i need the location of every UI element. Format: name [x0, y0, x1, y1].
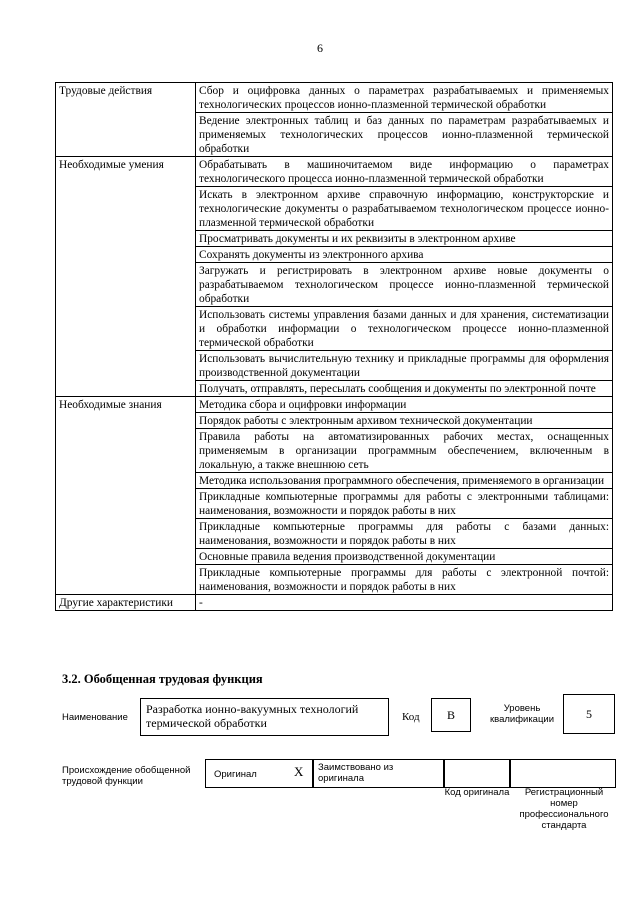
row-item: Прикладные компьютерные программы для работы с электронными таблицами: наименования, возможности и порядок работы в них	[196, 489, 613, 519]
code-label: Код	[402, 711, 420, 723]
row-label: Необходимые умения	[56, 157, 196, 397]
row-item: Прикладные компьютерные программы для работы с электронной почтой: наименования, возможности и порядок работы в них	[196, 565, 613, 595]
section-title: 3.2. Обобщенная трудовая функция	[62, 672, 263, 686]
code-value: В	[446, 708, 455, 722]
row-item: Порядок работы с электронным архивом технической документации	[196, 413, 613, 429]
row-item: Просматривать документы и их реквизиты в электронном архиве	[196, 231, 613, 247]
row-item: Правила работы на автоматизированных рабочих местах, оснащенных применяемым в организации программным обеспечением, включенным в локальную, а также внешнюю сеть	[196, 429, 613, 473]
row-item: Методика использования программного обеспечения, применяемого в организации	[196, 473, 613, 489]
row-item: Методика сбора и оцифровки информации	[196, 397, 613, 413]
reg-number-box	[510, 759, 616, 788]
row-item: Ведение электронных таблиц и баз данных по параметрам разрабатываемых и применяемых технологических процессов ионно-плазменной термической обработки	[196, 113, 613, 157]
table-row	[56, 595, 613, 611]
code-original-box	[444, 759, 510, 788]
name-label: Наименование	[62, 712, 128, 723]
row-item: Загружать и регистрировать в электронном архиве новые документы о разрабатываемом технологическом процессе ионно-плазменной термической обработки	[196, 263, 613, 307]
level-value-box	[563, 694, 615, 734]
labor-function-table	[55, 82, 613, 611]
origin-label: Происхождение обобщенной трудовой функции	[62, 765, 191, 787]
page-number: 6	[317, 41, 323, 55]
level-label: Уровень квалификации	[489, 703, 555, 725]
level-value: 5	[586, 707, 592, 721]
code-original-label: Код оригинала	[444, 787, 510, 798]
row-item: -	[196, 595, 613, 611]
row-label: Необходимые знания	[56, 397, 196, 595]
table-row	[56, 397, 613, 413]
row-item: Использовать вычислительную технику и прикладные программы для оформления производственной документации	[196, 351, 613, 381]
name-value: Разработка ионно-вакуумных технологий термической обработки	[146, 702, 359, 730]
row-item: Искать в электронном архиве справочную информацию, конструкторские и технологические документы о разрабатываемом технологическом процессе ионно-плазменной термической обработки	[196, 187, 613, 231]
row-item: Сохранять документы из электронного архива	[196, 247, 613, 263]
table-row	[56, 83, 613, 113]
row-item: Основные правила ведения производственной документации	[196, 549, 613, 565]
row-item: Сбор и оцифровка данных о параметрах разрабатываемых и применяемых технологических процессов ионно-плазменной термической обработки	[196, 83, 613, 113]
original-label: Оригинал	[214, 769, 257, 780]
original-mark: X	[294, 764, 304, 779]
row-item: Прикладные компьютерные программы для работы с базами данных: наименования, возможности и порядок работы в них	[196, 519, 613, 549]
table-row	[56, 157, 613, 187]
borrowed-label: Заимствовано из оригинала	[318, 762, 394, 784]
row-item: Получать, отправлять, пересылать сообщения и документы по электронной почте	[196, 381, 613, 397]
row-item: Обрабатывать в машиночитаемом виде информацию о параметрах технологического процесса ионно-плазменной термической обработки	[196, 157, 613, 187]
dashed-line-left	[416, 759, 444, 760]
name-value-box	[140, 698, 389, 736]
reg-number-label: Регистрационный номер профессионального стандарта	[519, 787, 609, 831]
row-label: Другие характеристики	[56, 595, 196, 611]
row-item: Использовать системы управления базами данных и для хранения, систематизации и обработки информации о технологическом процессе ионно-плазменной термической обработки	[196, 307, 613, 351]
row-label: Трудовые действия	[56, 83, 196, 157]
code-value-box	[431, 698, 471, 732]
